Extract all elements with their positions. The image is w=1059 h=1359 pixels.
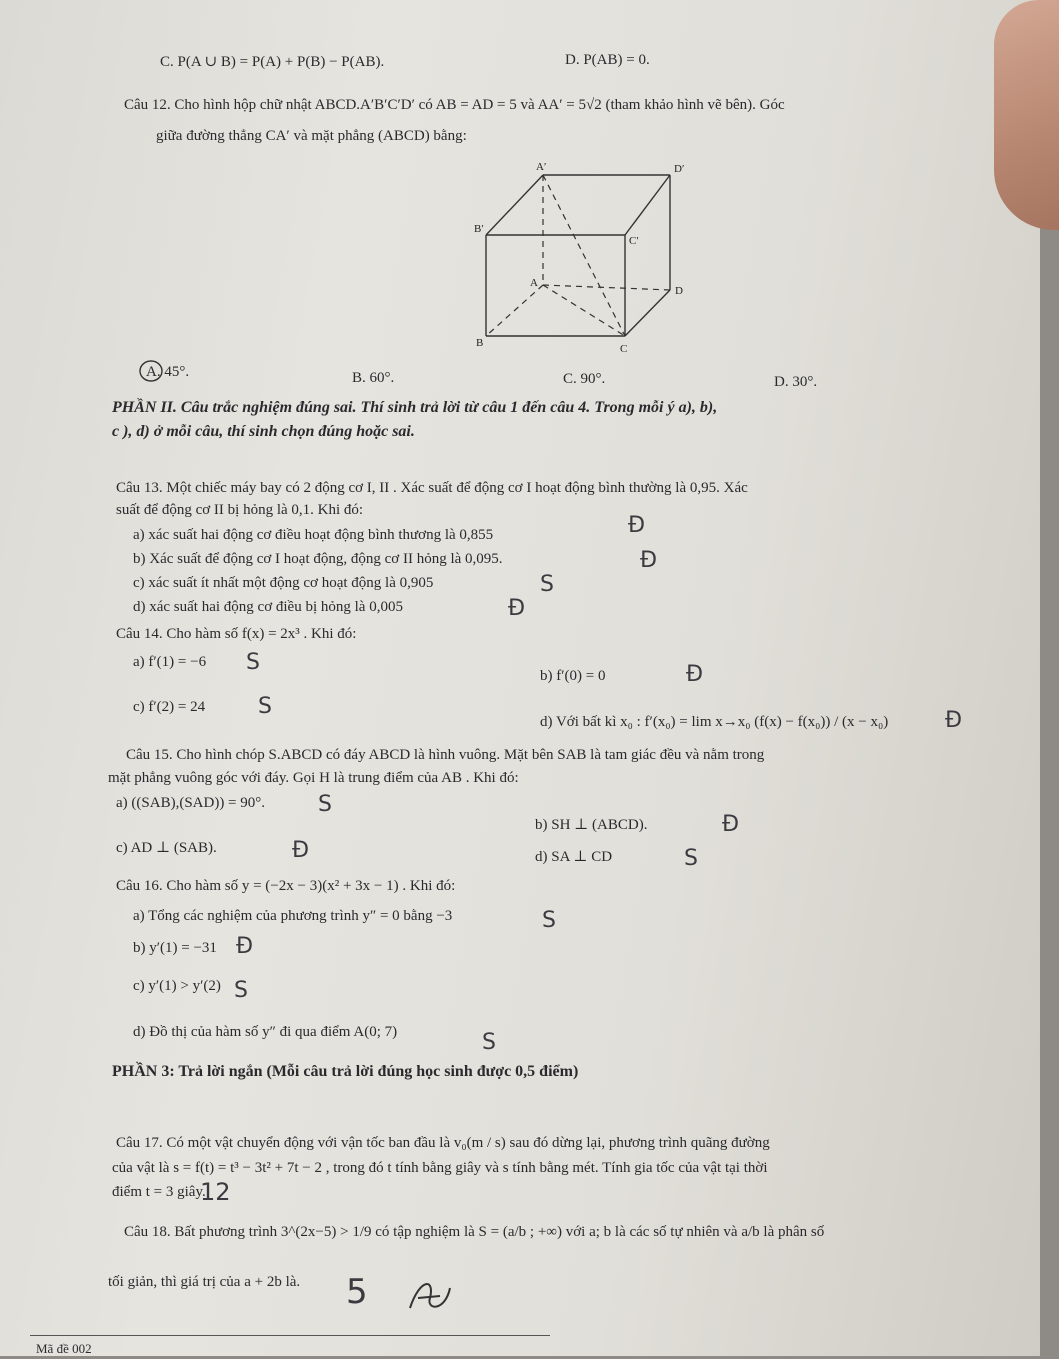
q18-line2: tối giản, thì giá trị của a + 2b là. (108, 1274, 301, 1290)
q17-line1: Câu 17. Có một vật chuyển động với vận tốc ban đầu là v₀(m / s) sau đó dừng lại, phương trình quãng đường (116, 1135, 770, 1151)
answer-mark-q16d: S (482, 1030, 496, 1055)
circle-mark (138, 358, 168, 384)
q12-option-b: B. 60°. (352, 370, 395, 386)
label-a1: A′ (536, 161, 547, 173)
answer-mark-q13d: Đ (508, 596, 526, 621)
exam-code: Mã đề 002 (36, 1341, 92, 1356)
q16-line: Câu 16. Cho hàm số y = (−2x − 3)(x² + 3x − 1) . Khi đó: (116, 878, 456, 894)
scribble (400, 1268, 460, 1318)
q16-c: c) y′(1) > y′(2) (133, 978, 221, 994)
answer-mark-q13c: S (540, 572, 554, 597)
q14-b: b) f′(0) = 0 (540, 668, 606, 684)
label-a: A (530, 277, 538, 289)
label-c: C (620, 343, 628, 355)
q14-c: c) f′(2) = 24 (133, 699, 206, 715)
label-d1: D′ (674, 163, 685, 175)
answer-mark-q15a: S (318, 792, 332, 817)
label-b: B (476, 337, 484, 349)
answer-mark-q15c: Đ (292, 838, 310, 863)
q15-b: b) SH ⊥ (ABCD). (535, 817, 648, 833)
option-d-q11: D. P(AB) = 0. (565, 52, 650, 68)
option-c-q11: C. P(A ∪ B) = P(A) + P(B) − P(AB). (160, 54, 385, 70)
q13-c: c) xác suất ít nhất một động cơ hoạt động là 0,905 (133, 575, 434, 591)
q13-d: d) xác suất hai động cơ điều bị hỏng là 0,005 (133, 599, 403, 615)
q14-line: Câu 14. Cho hàm số f(x) = 2x³ . Khi đó: (116, 626, 357, 642)
part2-heading-line2: c ), d) ở mỗi câu, thí sinh chọn đúng hoặc sai. (112, 423, 415, 440)
label-d: D (675, 285, 683, 297)
q13-line1: Câu 13. Một chiếc máy bay có 2 động cơ I, II . Xác suất để động cơ I hoạt động bình thường là 0,95. Xác (116, 480, 748, 496)
answer-mark-q16c: S (234, 978, 248, 1003)
label-b1: B′ (474, 223, 484, 235)
answer-mark-q18: 5 (346, 1272, 368, 1312)
answer-mark-q14d: Đ (945, 708, 963, 733)
answer-mark-q15b: Đ (722, 812, 740, 837)
q17-line2: của vật là s = f(t) = t³ − 3t² + 7t − 2 , trong đó t tính bằng giây và s tính bằng mét. Tính gia tốc của vật tại thời (112, 1160, 768, 1176)
q14-d: d) Với bất kì x₀ : f′(x₀) = lim x→x₀ (f(x) − f(x₀)) / (x − x₀) (540, 714, 889, 730)
q12-line1: Câu 12. Cho hình hộp chữ nhật ABCD.A′B′C′D′ có AB = AD = 5 và AA′ = 5√2 (tham khảo hình vẽ bên). Góc (124, 97, 785, 113)
q12-line2: giữa đường thẳng CA′ và mặt phẳng (ABCD) bằng: (156, 128, 467, 144)
q15-d: d) SA ⊥ CD (535, 849, 613, 865)
q15-c: c) AD ⊥ (SAB). (116, 840, 217, 856)
answer-mark-q17: 12 (200, 1178, 231, 1206)
q13-a: a) xác suất hai động cơ điều hoạt động bình thương là 0,855 (133, 527, 494, 543)
q17-line3: điểm t = 3 giây. (112, 1184, 206, 1200)
cuboid-figure (470, 160, 710, 360)
q12-option-d: D. 30°. (774, 374, 818, 390)
q15-line2: mặt phẳng vuông góc với đáy. Gọi H là trung điểm của AB . Khi đó: (108, 770, 519, 786)
part3-heading: PHẦN 3: Trả lời ngắn (Mỗi câu trả lời đúng học sinh được 0,5 điểm) (112, 1063, 579, 1080)
q16-b: b) y′(1) = −31 (133, 940, 217, 956)
part2-heading-line1: PHẦN II. Câu trắc nghiệm đúng sai. Thí sinh trả lời từ câu 1 đến câu 4. Trong mỗi ý a), b), (112, 399, 718, 416)
answer-mark-q16a: S (542, 908, 556, 933)
q12-option-a: A. 45°. (146, 364, 190, 380)
footer-divider (30, 1335, 550, 1336)
q14-a: a) f′(1) = −6 (133, 654, 207, 670)
thumb (994, 0, 1059, 230)
answer-mark-q13b: Đ (640, 548, 658, 573)
answer-mark-q14a: S (246, 650, 260, 675)
answer-mark-q14b: Đ (686, 662, 704, 687)
answer-mark-q16b: Đ (236, 934, 254, 959)
answer-mark-q14c: S (258, 694, 272, 719)
q13-b: b) Xác suất để động cơ I hoạt động, động cơ II hỏng là 0,095. (133, 551, 503, 567)
q16-a: a) Tổng các nghiệm của phương trình y″ = 0 bằng −3 (133, 908, 453, 924)
q18-line1: Câu 18. Bất phương trình 3^(2x−5) > 1/9 có tập nghiệm là S = (a/b ; +∞) với a; b là các số tự nhiên và a/b là phân số (124, 1224, 825, 1240)
q12-option-c: C. 90°. (563, 371, 606, 387)
label-c1: C′ (629, 235, 639, 247)
q13-line2: suất để động cơ II bị hỏng là 0,1. Khi đó: (116, 502, 364, 518)
q16-d: d) Đồ thị của hàm số y″ đi qua điểm A(0; 7) (133, 1024, 398, 1040)
q15-line1: Câu 15. Cho hình chóp S.ABCD có đáy ABCD là hình vuông. Mặt bên SAB là tam giác đều và nằm trong (126, 747, 765, 763)
q15-a: a) ((SAB),(SAD)) = 90°. (116, 795, 266, 811)
answer-mark-q15d: S (684, 846, 698, 871)
answer-mark-q13a: Đ (628, 513, 646, 538)
